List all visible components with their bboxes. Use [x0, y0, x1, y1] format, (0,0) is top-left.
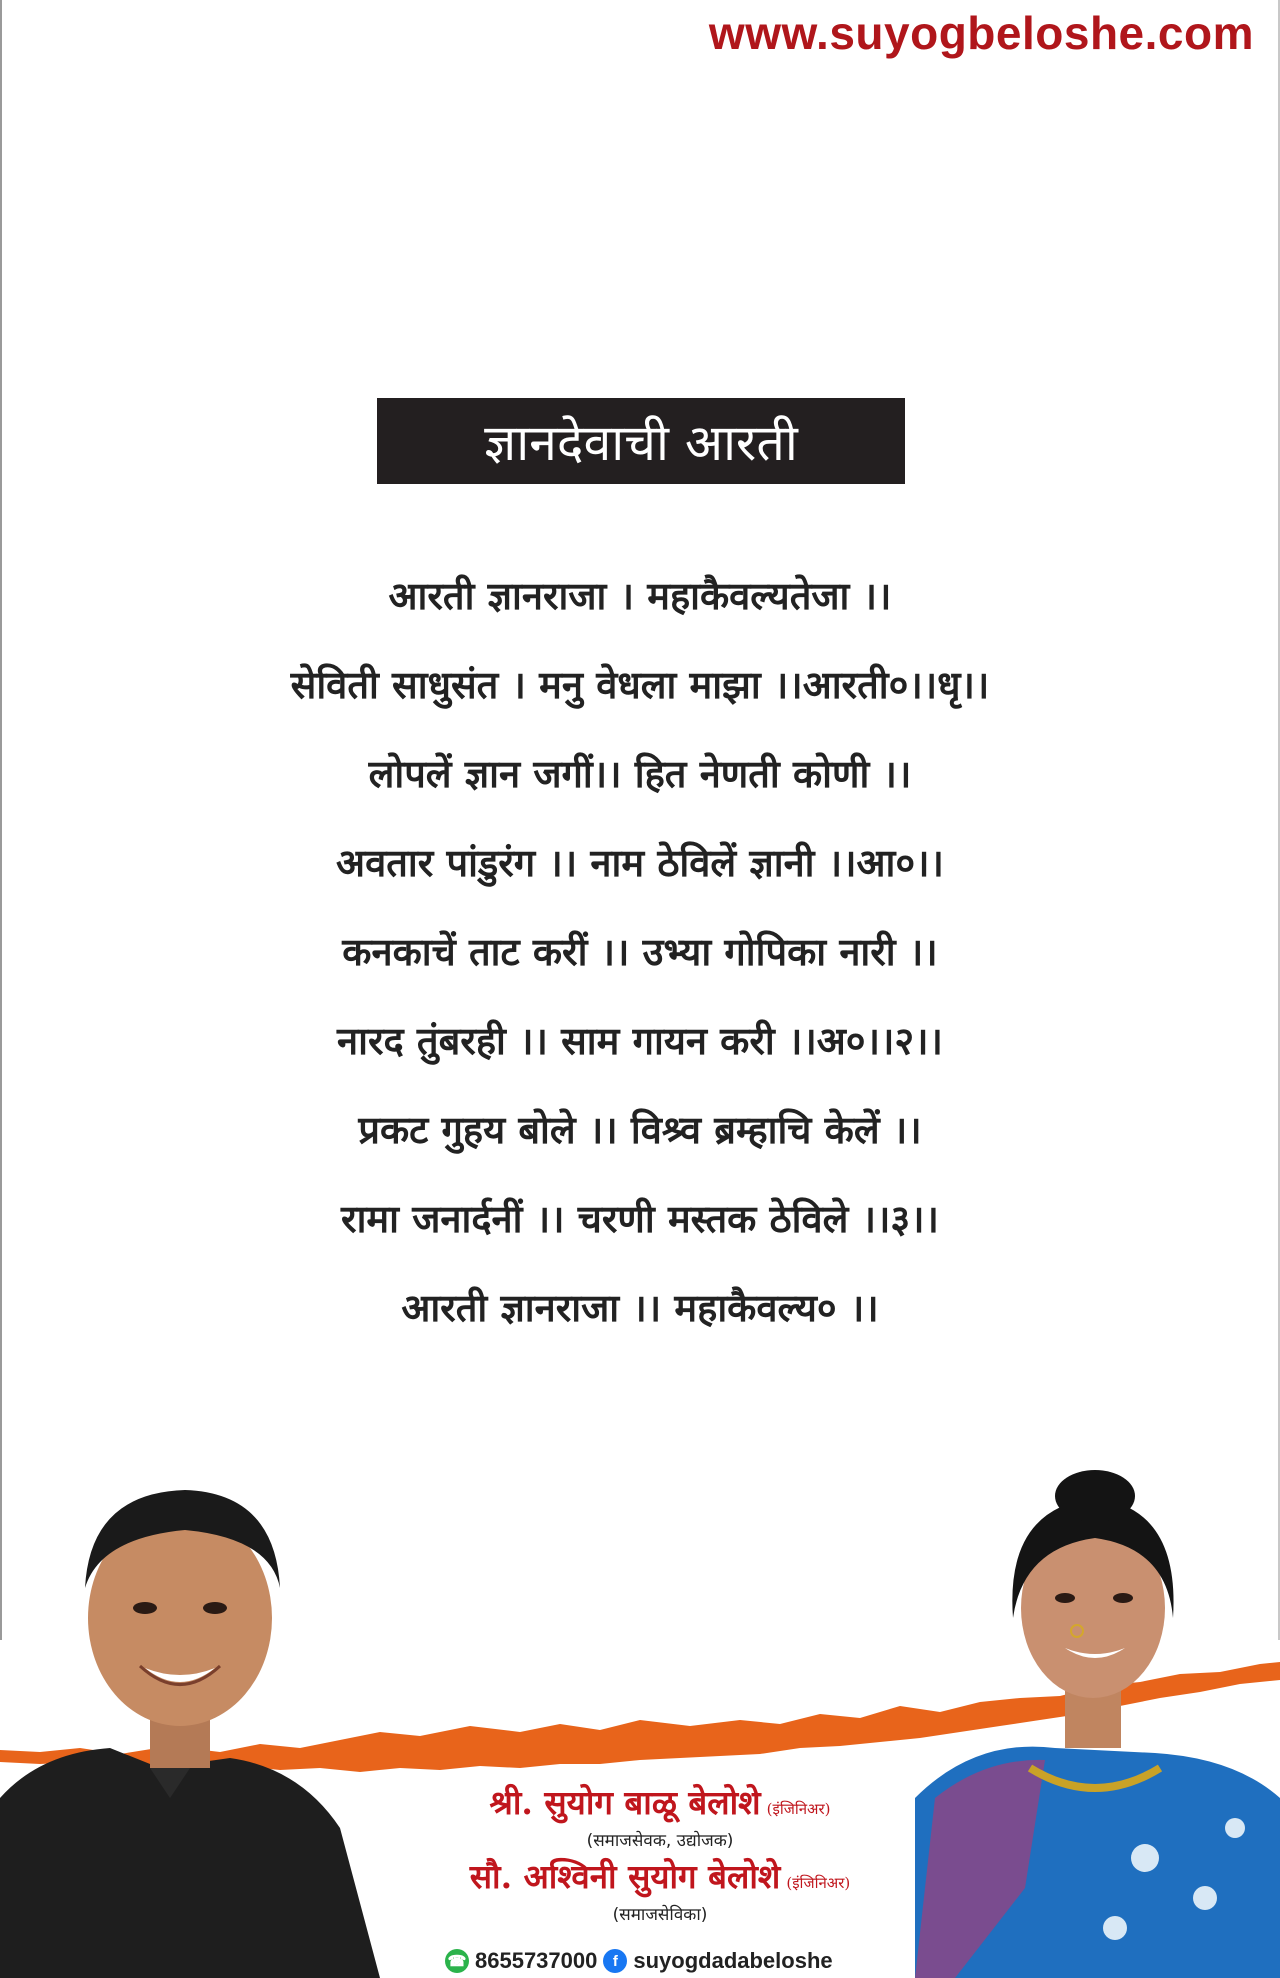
- page-title: [377, 398, 905, 484]
- person1-name: श्री. सुयोग बाळू बेलोशे: [489, 1783, 761, 1822]
- person2-role: (समाजसेविका): [612, 1905, 708, 1925]
- person1-suffix: (इंजिनिअर): [766, 1800, 831, 1818]
- person2-suffix: (इंजिनिअर): [786, 1874, 851, 1892]
- person1-name-line: [400, 1779, 920, 1824]
- aarti-verses: [0, 558, 1280, 1359]
- verse-line: आरती ज्ञानराजा ।। महाकैवल्य० ।।: [401, 1286, 879, 1330]
- footer-names: [400, 1775, 920, 1925]
- contact-row: [445, 1946, 833, 1976]
- person-photo-left: [0, 1468, 380, 1978]
- phone-number[interactable]: 8655737000: [475, 1948, 598, 1973]
- verse-line: लोपलें ज्ञान जगीं।। हित नेणती कोणी ।।: [368, 752, 912, 796]
- verse-line: प्रकट गुहय बोले ।। विश्र्व ब्रम्हाचि केलें ।।: [358, 1108, 922, 1152]
- whatsapp-icon: ☎: [445, 1949, 469, 1973]
- facebook-icon: f: [603, 1949, 627, 1973]
- person1-role: (समाजसेवक, उद्योजक): [586, 1831, 734, 1851]
- verse-line: नारद तुंबरही ।। साम गायन करी ।।अ०।।२।।: [337, 1019, 943, 1063]
- verse-line: अवतार पांडुरंग ।। नाम ठेविलें ज्ञानी ।।आ०।।: [336, 841, 944, 885]
- verse-line: सेविती साधुसंत । मनु वेधला माझा ।।आरती०।।धृ।।: [290, 663, 990, 707]
- verse-line: आरती ज्ञानराजा । महाकैवल्यतेजा ।।: [388, 574, 892, 618]
- person2-name: सौ. अश्विनी सुयोग बेलोशे: [469, 1857, 781, 1896]
- verse-line: रामा जनार्दनीं ।। चरणी मस्तक ठेविले ।।३।।: [341, 1197, 939, 1241]
- verse-line: कनकाचें ताट करीं ।। उभ्या गोपिका नारी ।।: [342, 930, 938, 974]
- facebook-handle[interactable]: suyogdadabeloshe: [633, 1948, 833, 1973]
- page-title-text: ज्ञानदेवाची आरती: [484, 414, 798, 472]
- website-url[interactable]: www.suyogbeloshe.com: [708, 7, 1254, 59]
- person-photo-right: [915, 1468, 1280, 1978]
- person2-name-line: [400, 1853, 920, 1898]
